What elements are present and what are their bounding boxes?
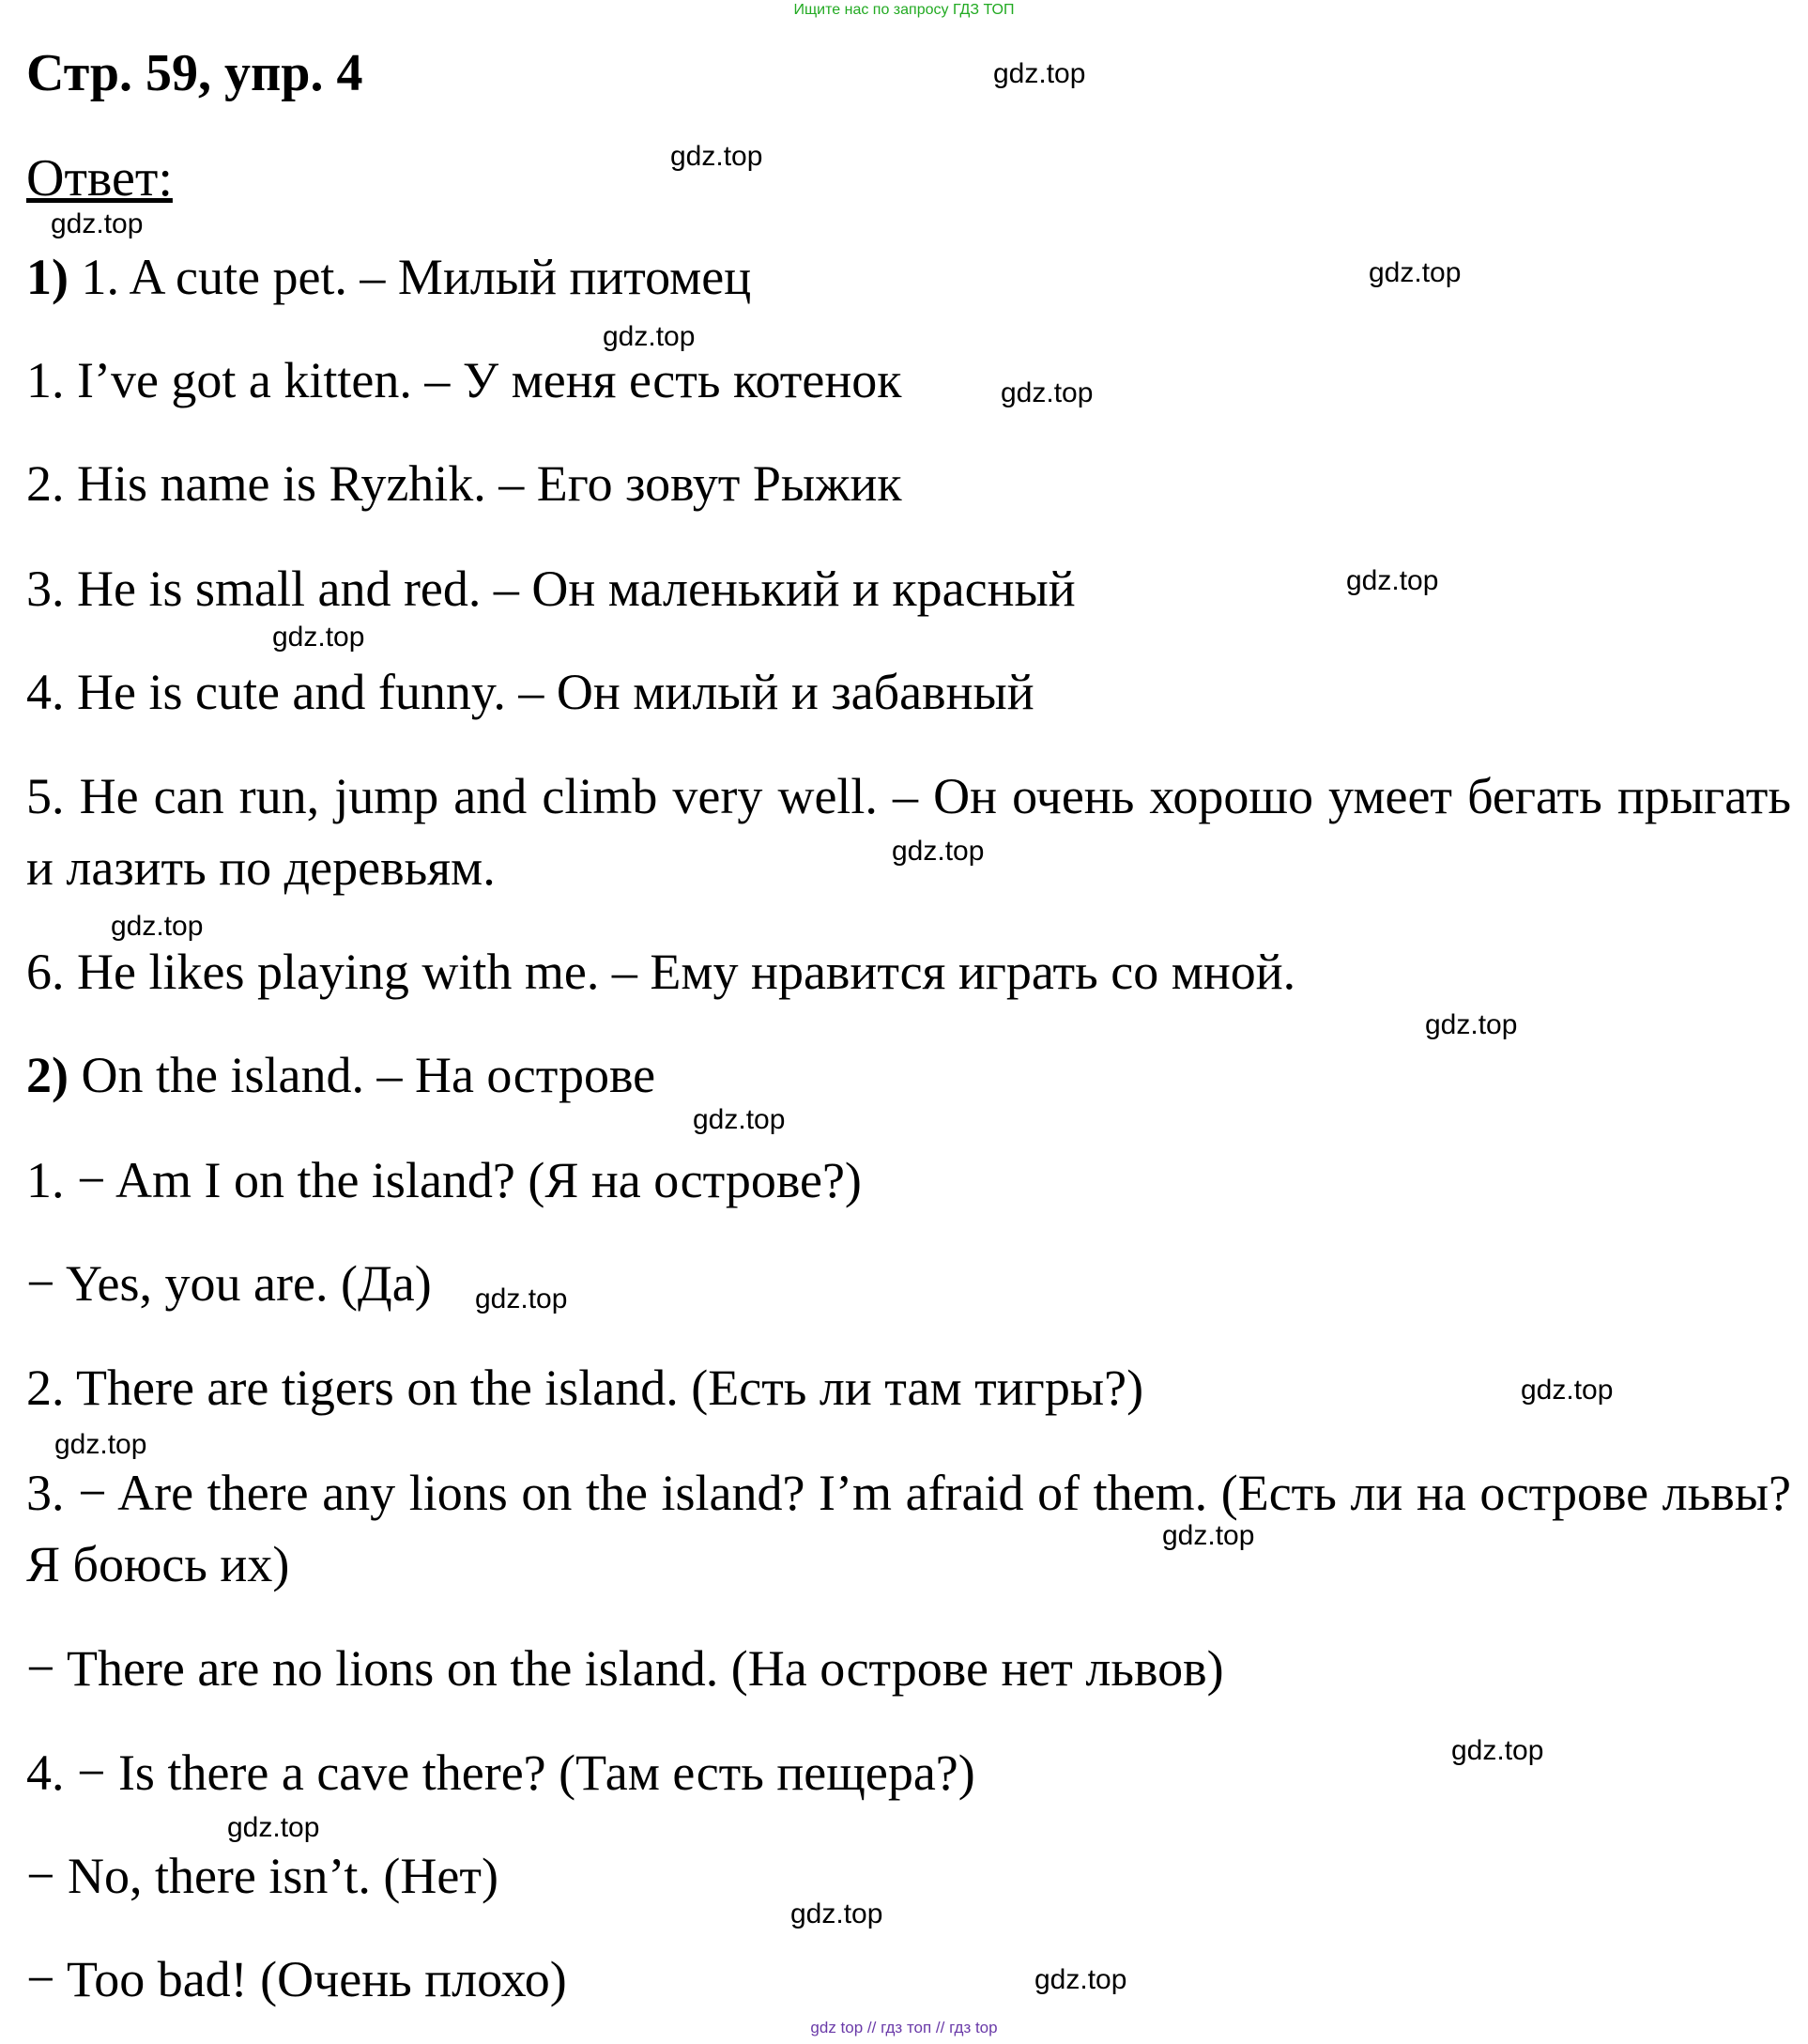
watermark: gdz.top (54, 1429, 147, 1460)
watermark: gdz.top (1034, 1964, 1127, 1995)
watermark: gdz.top (993, 58, 1086, 89)
watermark: gdz.top (603, 321, 696, 352)
watermark: gdz.top (51, 208, 144, 239)
part1-line-6: 6. He likes playing with me. – Ему нравится играть со мной. (26, 944, 1296, 1000)
part2-line-1: 1. − Am I on the island? (Я на острове?) (26, 1152, 862, 1208)
part2-line-8: − Too bad! (Очень плохо) (26, 1951, 567, 2007)
watermark: gdz.top (227, 1812, 320, 1843)
watermark: gdz.top (693, 1104, 786, 1135)
part2-line-5: − There are no lions on the island. (На острове нет львов) (26, 1640, 1224, 1697)
part2-line-3: 2. There are tigers on the island. (Есть ли там тигры?) (26, 1360, 1144, 1416)
part1-line-4: 4. He is cute and funny. – Он милый и забавный (26, 664, 1034, 720)
watermark: gdz.top (1425, 1009, 1518, 1040)
part1-marker: 1) (26, 249, 69, 305)
watermark: gdz.top (1162, 1520, 1255, 1551)
part1-line-1: 1. I’ve got a kitten. – У меня есть котенок (26, 352, 902, 408)
watermark: gdz.top (1369, 257, 1462, 288)
part2-heading (26, 1047, 655, 1103)
part1-line-5: 5. He can run, jump and climb very well. – Он очень хорошо умеет бегать прыгать и лазить по деревьям. (26, 768, 1791, 896)
part1-heading-text: 1. A cute pet. – Милый питомец (68, 249, 752, 305)
part2-heading-text: On the island. – На острове (68, 1047, 656, 1103)
watermark: gdz.top (790, 1898, 883, 1929)
watermark: gdz.top (475, 1283, 568, 1314)
watermark: gdz.top (670, 141, 763, 172)
part1-line-2: 2. His name is Ryzhik. – Его зовут Рыжик (26, 455, 902, 512)
part1-line-3: 3. He is small and red. – Он маленький и красный (26, 561, 1076, 617)
page-title: Стр. 59, упр. 4 (26, 44, 363, 102)
answer-label: Ответ: (26, 149, 173, 207)
part2-line-6: 4. − Is there a cave there? (Там есть пещера?) (26, 1744, 975, 1801)
watermark: gdz.top (272, 622, 365, 653)
part1-heading (26, 249, 751, 305)
watermark: gdz.top (1521, 1375, 1614, 1406)
watermark: gdz.top (1346, 565, 1439, 596)
watermark: gdz.top (111, 911, 204, 942)
footer-note: gdz top // гдз топ // гдз top (810, 2019, 998, 2036)
watermark: gdz.top (1451, 1735, 1544, 1766)
part2-line-2: − Yes, you are. (Да) (26, 1255, 432, 1312)
part2-line-4: 3. − Are there any lions on the island? I’m afraid of them. (Есть ли на острове львы? Я боюсь их) (26, 1465, 1791, 1592)
watermark: gdz.top (892, 836, 985, 867)
top-note: Ищите нас по запросу ГДЗ ТОП (793, 2, 1015, 18)
part2-line-7: − No, there isn’t. (Нет) (26, 1848, 498, 1904)
part2-marker: 2) (26, 1047, 69, 1103)
watermark: gdz.top (1001, 377, 1094, 408)
